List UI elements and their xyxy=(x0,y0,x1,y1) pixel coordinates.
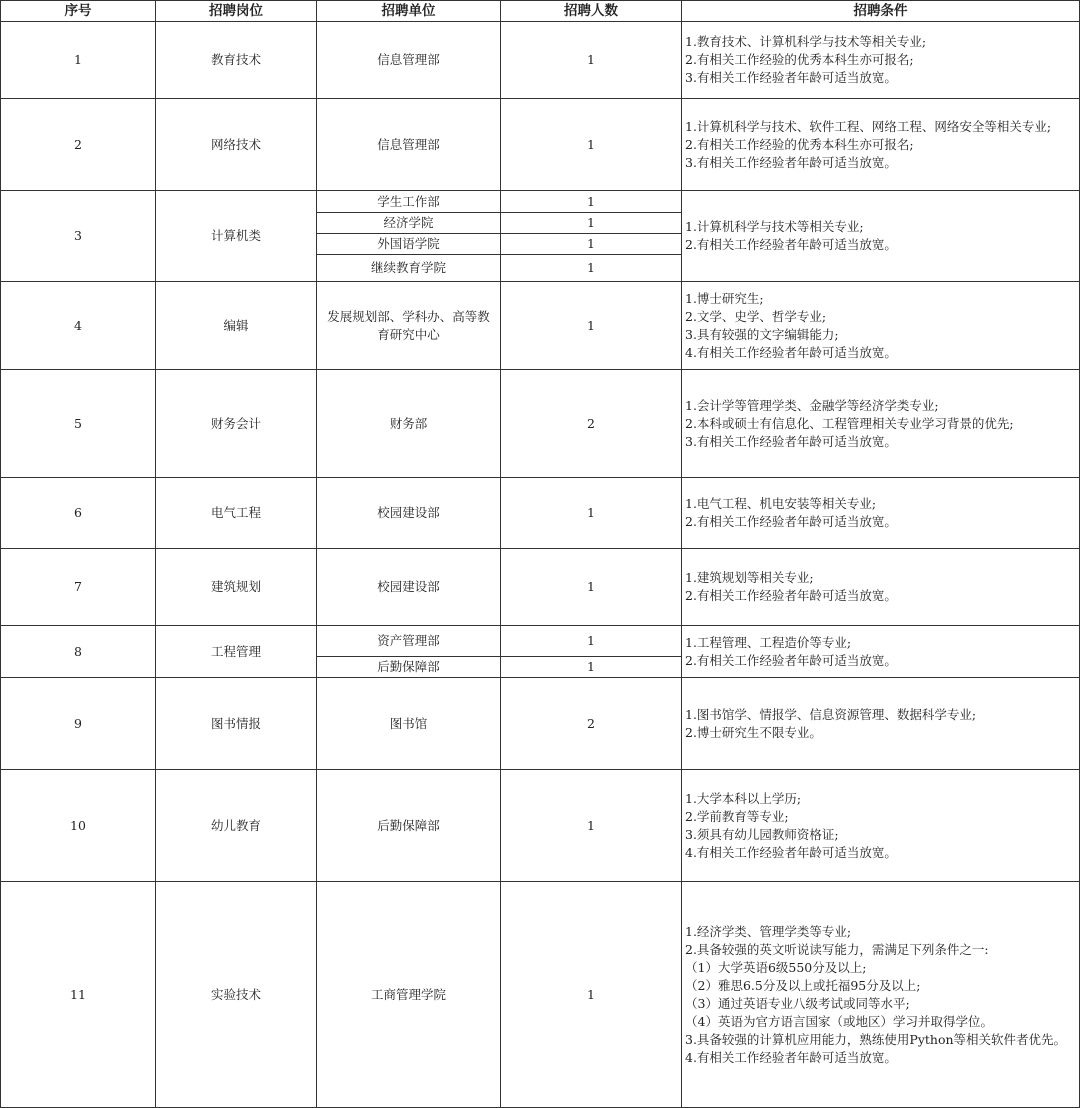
condition-line: 2.具备较强的英文听说读写能力，需满足下列条件之一: xyxy=(685,941,989,957)
cell-conditions xyxy=(682,22,1080,99)
cell-unit: 资产管理部 xyxy=(317,626,501,657)
condition-line: 1.建筑规划等相关专业; xyxy=(685,570,814,585)
cell-conditions xyxy=(682,882,1080,1108)
condition-line: 2.有相关工作经验的优秀本科生亦可报名; xyxy=(685,136,914,152)
header-count: 招聘人数 xyxy=(501,1,682,22)
cell-position: 编辑 xyxy=(156,282,317,370)
cell-position: 计算机类 xyxy=(156,191,317,282)
header-no: 序号 xyxy=(1,1,156,22)
condition-line: 1.图书馆学、情报学、信息资源管理、数据科学专业; xyxy=(685,706,977,722)
cell-unit: 学生工作部 xyxy=(317,191,501,213)
cell-unit: 图书馆 xyxy=(317,678,501,770)
cell-unit: 校园建设部 xyxy=(317,478,501,549)
cell-position: 电气工程 xyxy=(156,478,317,549)
condition-line: 1.电气工程、机电安装等相关专业; xyxy=(685,496,877,511)
cell-position: 网络技术 xyxy=(156,99,317,191)
condition-line: 3.有相关工作经验者年龄可适当放宽。 xyxy=(685,70,897,85)
table-body xyxy=(1,22,1080,1108)
condition-line: 1.大学本科以上学历; xyxy=(685,790,802,806)
table-row xyxy=(1,626,1080,657)
condition-line: 3.须具有幼儿园教师资格证; xyxy=(685,826,839,842)
cell-conditions xyxy=(682,678,1080,770)
condition-line: 1.计算机科学与技术等相关专业; xyxy=(685,219,864,234)
table-row xyxy=(1,282,1080,370)
condition-line: 1.计算机科学与技术、软件工程、网络工程、网络安全等相关专业; xyxy=(685,118,1052,134)
table-row xyxy=(1,549,1080,626)
cell-count: 1 xyxy=(501,234,682,255)
table-row xyxy=(1,882,1080,1108)
cell-unit: 后勤保障部 xyxy=(317,657,501,678)
cell-no: 6 xyxy=(1,478,156,549)
cell-count: 1 xyxy=(501,22,682,99)
cell-unit: 信息管理部 xyxy=(317,22,501,99)
cell-unit: 外国语学院 xyxy=(317,234,501,255)
cell-no: 10 xyxy=(1,770,156,882)
table-row xyxy=(1,370,1080,478)
cell-position: 图书情报 xyxy=(156,678,317,770)
header-position: 招聘岗位 xyxy=(156,1,317,22)
condition-line: 4.有相关工作经验者年龄可适当放宽。 xyxy=(685,344,897,360)
cell-conditions xyxy=(682,478,1080,549)
condition-line: 2.学前教育等专业; xyxy=(685,808,789,824)
header-conditions: 招聘条件 xyxy=(682,1,1080,22)
cell-count: 1 xyxy=(501,191,682,213)
cell-no: 11 xyxy=(1,882,156,1108)
condition-line: 2.有相关工作经验者年龄可适当放宽。 xyxy=(685,652,897,668)
cell-unit: 校园建设部 xyxy=(317,549,501,626)
condition-line: 4.有相关工作经验者年龄可适当放宽。 xyxy=(685,1049,897,1065)
condition-line: （1）大学英语6级550分及以上; xyxy=(685,959,867,975)
condition-line: 1.博士研究生; xyxy=(685,290,764,306)
cell-position: 实验技术 xyxy=(156,882,317,1108)
cell-unit: 财务部 xyxy=(317,370,501,478)
cell-conditions xyxy=(682,370,1080,478)
cell-count: 1 xyxy=(501,626,682,657)
cell-conditions xyxy=(682,626,1080,678)
cell-conditions xyxy=(682,549,1080,626)
table-row xyxy=(1,191,1080,213)
cell-position: 建筑规划 xyxy=(156,549,317,626)
cell-no: 9 xyxy=(1,678,156,770)
condition-line: 2.有相关工作经验者年龄可适当放宽。 xyxy=(685,514,897,529)
cell-count: 1 xyxy=(501,282,682,370)
cell-unit: 经济学院 xyxy=(317,213,501,234)
condition-line: （2）雅思6.5分及以上或托福95分及以上; xyxy=(685,977,921,993)
cell-unit: 工商管理学院 xyxy=(317,882,501,1108)
cell-no: 1 xyxy=(1,22,156,99)
condition-line: （3）通过英语专业八级考试或同等水平; xyxy=(685,995,910,1011)
cell-conditions xyxy=(682,99,1080,191)
condition-line: 2.有相关工作经验的优秀本科生亦可报名; xyxy=(685,52,914,67)
table-row xyxy=(1,478,1080,549)
cell-count: 1 xyxy=(501,657,682,678)
cell-position: 教育技术 xyxy=(156,22,317,99)
condition-line: 3.有相关工作经验者年龄可适当放宽。 xyxy=(685,154,897,170)
cell-no: 8 xyxy=(1,626,156,678)
table-row xyxy=(1,22,1080,99)
cell-count: 2 xyxy=(501,370,682,478)
cell-no: 2 xyxy=(1,99,156,191)
cell-count: 1 xyxy=(501,770,682,882)
condition-line: 2.文学、史学、哲学专业; xyxy=(685,308,827,324)
cell-unit: 发展规划部、学科办、高等教育研究中心 xyxy=(317,282,501,370)
condition-line: 2.有相关工作经验者年龄可适当放宽。 xyxy=(685,237,897,252)
cell-unit: 信息管理部 xyxy=(317,99,501,191)
cell-no: 3 xyxy=(1,191,156,282)
table-row xyxy=(1,678,1080,770)
condition-line: 1.经济学类、管理学类等专业; xyxy=(685,923,852,939)
cell-count: 1 xyxy=(501,213,682,234)
condition-line: （4）英语为官方语言国家（或地区）学习并取得学位。 xyxy=(685,1013,993,1029)
cell-no: 5 xyxy=(1,370,156,478)
cell-no: 7 xyxy=(1,549,156,626)
condition-line: 1.工程管理、工程造价等专业; xyxy=(685,634,852,650)
cell-count: 1 xyxy=(501,882,682,1108)
cell-unit: 后勤保障部 xyxy=(317,770,501,882)
cell-count: 2 xyxy=(501,678,682,770)
cell-position: 财务会计 xyxy=(156,370,317,478)
cell-conditions xyxy=(682,282,1080,370)
table-row xyxy=(1,770,1080,882)
condition-line: 3.有相关工作经验者年龄可适当放宽。 xyxy=(685,433,897,449)
cell-position: 幼儿教育 xyxy=(156,770,317,882)
condition-line: 3.具有较强的文字编辑能力; xyxy=(685,326,839,342)
cell-conditions xyxy=(682,191,1080,282)
cell-conditions xyxy=(682,770,1080,882)
condition-line: 1.会计学等管理学类、金融学等经济学类专业; xyxy=(685,397,939,413)
cell-unit: 继续教育学院 xyxy=(317,255,501,282)
condition-line: 4.有相关工作经验者年龄可适当放宽。 xyxy=(685,844,897,860)
condition-line: 1.教育技术、计算机科学与技术等相关专业; xyxy=(685,34,927,49)
cell-no: 4 xyxy=(1,282,156,370)
header-unit: 招聘单位 xyxy=(317,1,501,22)
condition-line: 2.本科或硕士有信息化、工程管理相关专业学习背景的优先; xyxy=(685,415,1014,431)
cell-count: 1 xyxy=(501,549,682,626)
condition-line: 2.有相关工作经验者年龄可适当放宽。 xyxy=(685,588,897,603)
cell-count: 1 xyxy=(501,478,682,549)
table-row xyxy=(1,99,1080,191)
condition-line: 2.博士研究生不限专业。 xyxy=(685,724,822,740)
header-row xyxy=(1,1,1080,22)
cell-position: 工程管理 xyxy=(156,626,317,678)
condition-line: 3.具备较强的计算机应用能力，熟练使用Python等相关软件者优先。 xyxy=(685,1031,1067,1047)
cell-count: 1 xyxy=(501,99,682,191)
cell-count: 1 xyxy=(501,255,682,282)
